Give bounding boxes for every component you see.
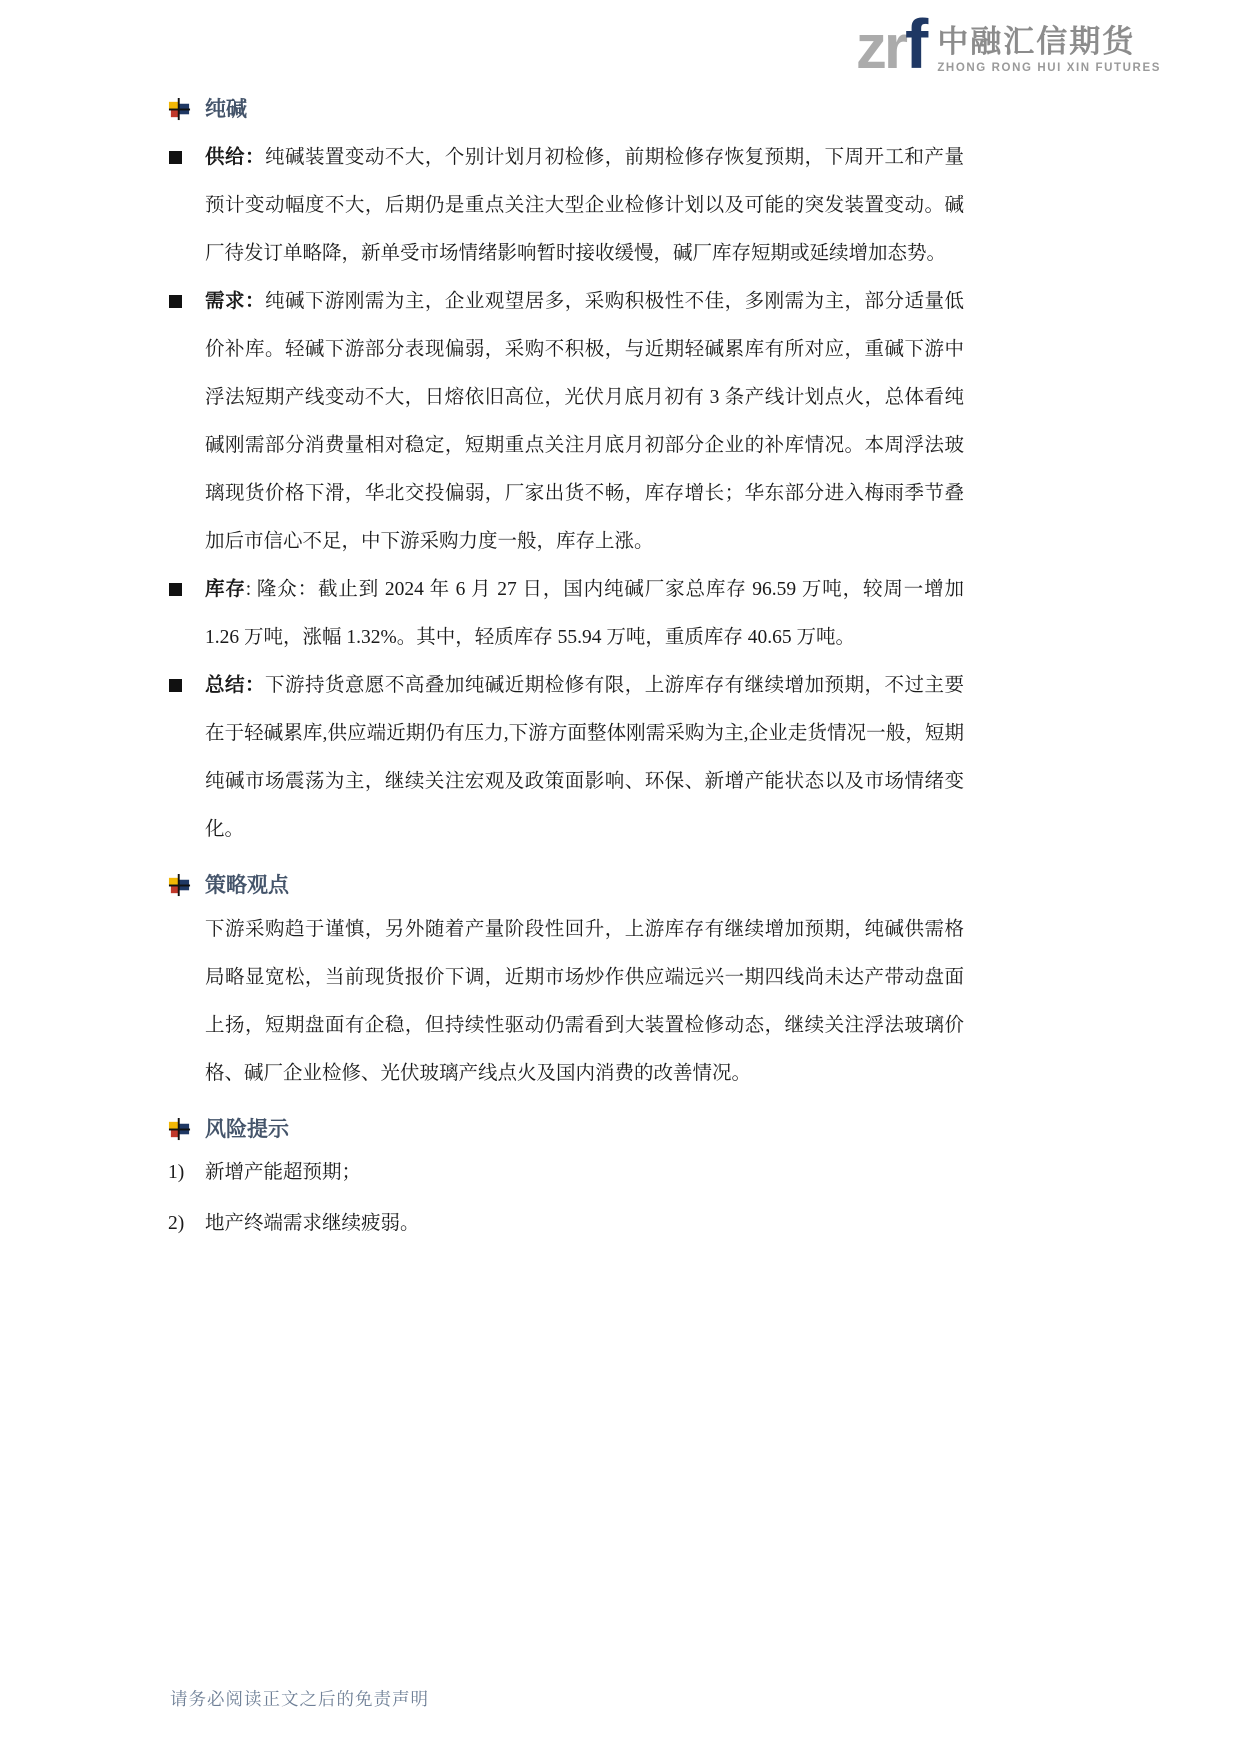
section-title: 策略观点 [205,873,289,897]
section-heading-soda-ash [168,94,964,124]
bullet-summary [168,662,964,854]
square-bullet-icon [169,679,182,692]
risk-item [168,1158,964,1188]
bullet-supply [168,134,964,278]
square-bullet-icon [169,295,182,308]
section-heading-risk [168,1114,964,1144]
bullet-label: 需求： [205,291,265,312]
logo-zr-letters: zr [855,13,905,82]
bullet-demand [168,278,964,566]
bullet-text: : 隆众：截止到 2024 年 6 月 27 日，国内纯碱厂家总库存 96.59 万吨，较周一增加 1.26 万吨，涨幅 1.32%。其中，轻质库存 55.94 万吨，重质库存 40.65 万吨。 [205,579,964,648]
bullet-text: 下游持货意愿不高叠加纯碱近期检修有限，上游库存有继续增加预期，不过主要在于轻碱累库,供应端近期仍有压力,下游方面整体刚需采购为主,企业走货情况一般，短期纯碱市场震荡为主，继续关注宏观及政策面影响、环保、新增产能状态以及市场情绪变化。 [205,675,964,840]
risk-item-number: 2) [168,1213,185,1234]
company-logo [855,5,1161,83]
risk-item [168,1209,964,1239]
report-body [168,94,964,1260]
risk-item-text: 新增产能超预期； [205,1162,362,1183]
colored-cross-bullet-icon [168,98,191,121]
bullet-label: 总结： [205,675,265,696]
logo-zrf-mark [855,5,926,83]
disclaimer-footer: 请务必阅读正文之后的免责声明 [170,1689,429,1709]
bullet-label: 库存 [205,579,246,600]
risk-item-text: 地产终端需求继续疲弱。 [205,1213,420,1234]
section-heading-strategy [168,870,964,900]
square-bullet-icon [169,151,182,164]
strategy-paragraph: 下游采购趋于谨慎，另外随着产量阶段性回升，上游库存有继续增加预期，纯碱供需格局略显宽松，当前现货报价下调，近期市场炒作供应端远兴一期四线尚未达产带动盘面上扬，短期盘面有企稳，但持续性驱动仍需看到大装置检修动态，继续关注浮法玻璃价格、碱厂企业检修、光伏玻璃产线点火及国内消费的改善情况。 [205,919,964,1084]
company-name-english: ZHONG RONG HUI XIN FUTURES [937,62,1161,74]
section-title: 纯碱 [205,97,247,121]
bullet-text: 纯碱装置变动不大，个别计划月初检修，前期检修存恢复预期，下周开工和产量预计变动幅度不大，后期仍是重点关注大型企业检修计划以及可能的突发装置变动。碱厂待发订单略降，新单受市场情绪影响暂时接收缓慢，碱厂库存短期或延续增加态势。 [205,147,964,264]
bullet-inventory [168,566,964,662]
risk-list [168,1158,964,1239]
colored-cross-bullet-icon [168,1118,191,1141]
bullet-label: 供给： [205,147,265,168]
section-title: 风险提示 [205,1117,289,1141]
square-bullet-icon [169,583,182,596]
logo-f-letter: f [905,5,926,83]
risk-item-number: 1) [168,1162,185,1183]
logo-names [937,25,1161,76]
soda-bullet-list [168,134,964,854]
bullet-text: 纯碱下游刚需为主，企业观望居多，采购积极性不佳，多刚需为主，部分适量低价补库。轻碱下游部分表现偏弱，采购不积极，与近期轻碱累库有所对应，重碱下游中浮法短期产线变动不大，日熔依旧高位，光伏月底月初有 3 条产线计划点火，总体看纯碱刚需部分消费量相对稳定，短期重点关注月底月初部分企业的补库情况。本周浮法玻璃现货价格下滑，华北交投偏弱，厂家出货不畅，库存增长；华东部分进入梅雨季节叠加后市信心不足，中下游采购力度一般，库存上涨。 [205,291,964,552]
colored-cross-bullet-icon [168,874,191,897]
company-name-chinese: 中融汇信期货 [937,24,1136,59]
